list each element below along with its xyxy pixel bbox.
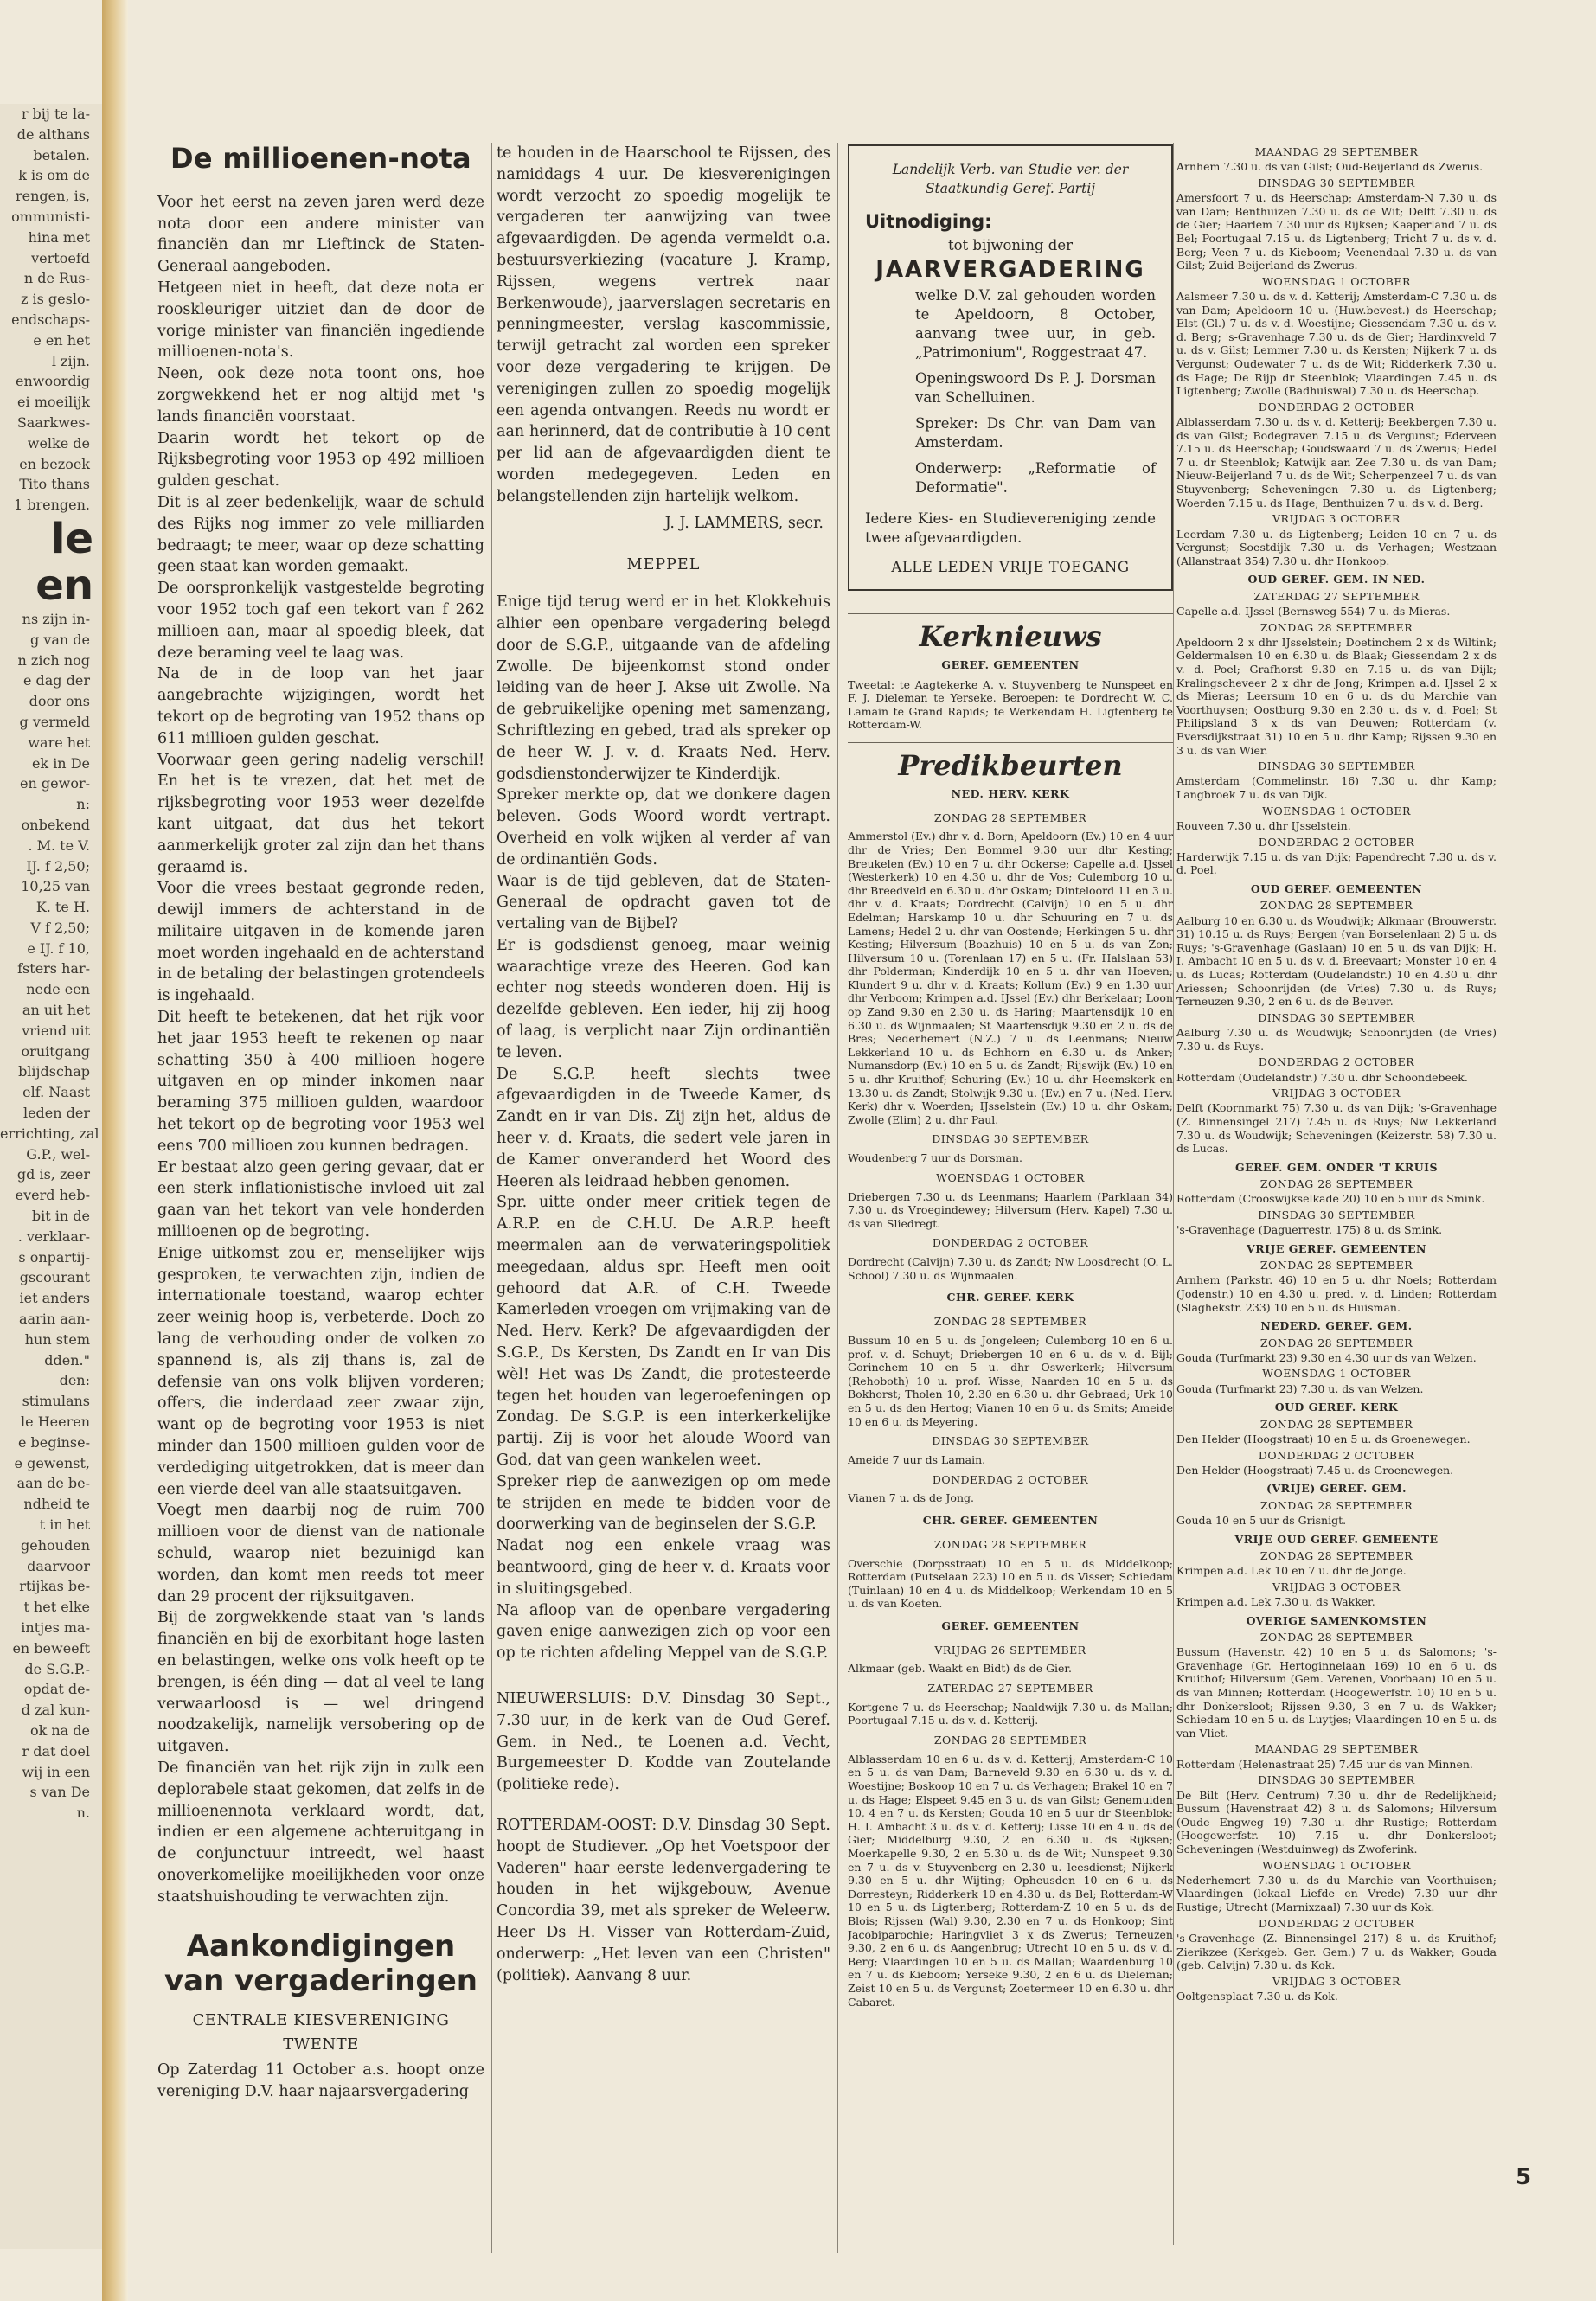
- service-date: DONDERDAG 2 OCTOBER: [1258, 1055, 1415, 1069]
- page-gutter: [102, 0, 128, 2301]
- service-date: ZONDAG 28 SEPTEMBER: [1259, 1177, 1413, 1191]
- article-paragraph: De financiën van het rijk zijn in zulk een deplorabele staat gekomen, dat zelfs in de millioenennota verklaard wordt, dat, indien er een algemene achteruitgang in de conjunctuur intreedt, wel haast onoverkomelijke moeilijkheden voor onze staatshuishouding te verwachten zijn.: [157, 1759, 484, 1906]
- service-listing: Alblasserdam 10 en 6 u. ds v. d. Ketterij; Amsterdam-C 10 en 5 u. ds van Dam; Barneveld 9.30 en 6.30 u. ds v. d. Woestijne; Boskoop 10 en 7 u. ds Verhagen; Brakel 10 en 7 u. ds Hage; Elspeet 9.45 en 3 u. ds van Gilst; Genemuiden 10, 4 en 7 u. ds Kersten; Gouda 10 en 5 uur dr Steenblok; H. I. Ambacht 3 u. ds v. d. Ketterij; Lisse 10 en 4 u. ds de Gier; Middelburg 9.30, 2 en 6.30 u. ds Rijksen; Moerkapelle 9.30, 2 en 5.30 u. ds de Wit; Nunspeet 9.30 en 7 u. ds v. Stuyvenberg en 2.30 u. leesdienst; Nijkerk 9.30 en 5 u. dhr Wijting; Opheusden 10 en 6 u. ds Dorresteyn; Ridderkerk 10 en 4.30 u. ds Bel; Rotterdam-W 10 en 5 u. ds Ligtenberg; Rotterdam-Z 10 en 5 u. ds de Blois; Rijssen (Wal) 9.30, 2.30 en 7 u. ds Honkoop; Sint Jacobiparochie; Haringvliet 3 x ds Zwerus; Terneuzen 9.30, 2 en 6 u. ds Aangenbrug; Utrecht 10 en 5 u. ds v. d. Berg; Vlaardingen 10 en 5 u. ds Mallan; Waardenburg 10 en 7 u. ds Kieboom; Yerseke 9.30, 2 en 6 u. ds Dieleman; Zeist 10 en 5 u. ds Vergunst; Zoetermeer 10 en 6.30 u. dhr Cabaret.: [848, 1752, 1173, 2009]
- denomination-heading: (VRIJE) GEREF. GEM.: [1266, 1482, 1407, 1496]
- fragment-line: g vermeld: [19, 713, 90, 730]
- service-block: [1176, 1319, 1497, 1364]
- article-paragraph: Er bestaat alzo geen gering gevaar, dat er een sterk inflationistische invloed uit zal gaan van het tekort van vele honderden millioenen op de begroting.: [157, 1158, 484, 1241]
- service-block: [1176, 573, 1497, 618]
- service-block: [1176, 1773, 1497, 1856]
- fragment-line: hun stem: [24, 1330, 90, 1348]
- service-date: ZATERDAG 27 SEPTEMBER: [1253, 589, 1420, 603]
- fragment-line: ware het: [28, 734, 90, 751]
- fragment-line: IJ. f 2,50;: [26, 857, 90, 875]
- box-invitation: Uitnodiging:: [865, 211, 992, 232]
- fragment-line: e dag der: [22, 672, 90, 689]
- service-listing: Gouda 10 en 5 uur ds Grisnigt.: [1176, 1514, 1347, 1528]
- service-listing: Rotterdam (Helenastraat 25) 7.45 uur ds van Minnen.: [1176, 1757, 1473, 1771]
- fragment-line: en gewor-: [20, 775, 90, 792]
- service-listing: Aalburg 10 en 6.30 u. ds Woudwijk; Alkmaar (Brouwerstr. 31) 10.15 u. ds Ruys; Bergen (van Borselenlaan 2) 5 u. ds Ruys; 's-Gravenhage (Gaslaan) 10 en 5 u. ds van Dijk; H. I. Ambacht 10 en 5 u. ds v. d. Breevaart; Monster 10 en 4 u. ds Lucas; Rotterdam (Oudelandstr.) 10 en 4.30 u. dhr Ariessen; Schoonrijden (de Vries) 7.30 u. ds Ruys; Terneuzen 9.30, 2 en 6 u. ds de Beuver.: [1176, 913, 1497, 1009]
- divider: [848, 742, 1173, 743]
- service-date: VRIJDAG 3 OCTOBER: [1272, 1086, 1401, 1100]
- column-4: [1176, 143, 1497, 2253]
- fragment-line: 1 brengen.: [13, 497, 90, 514]
- article-paragraph: Dit heeft te betekenen, dat het rijk voor het jaar 1953 heeft te rekenen op naar schatting 350 à 400 millioen hogere uitgaven en op minder inkomen naar beraming 375 millioen gulden, waardoor het tekort op de begroting voor 1953 wel eens 700 millioen zou kunnen bedragen.: [157, 1009, 484, 1155]
- fragment-line: onbekend: [21, 816, 90, 833]
- service-date: VRIJDAG 3 OCTOBER: [1272, 1580, 1401, 1593]
- service-listing: Den Helder (Hoogstraat) 10 en 5 u. ds Groenewegen.: [1176, 1432, 1471, 1445]
- fragment-line: intjes ma-: [21, 1618, 90, 1636]
- service-listing: Amsterdam (Commelinstr. 16) 7.30 u. dhr Kamp; Langbroek 7 u. ds van Dijk.: [1176, 774, 1497, 802]
- rotterdam-notice: ROTTERDAM-OOST: D.V. Dinsdag 30 Sept. hoopt de Studiever. „Op het Voetspoor der Vaderen" haar eerste ledenvergadering te houden in het wijkgebouw, Avenue Concordia 39, met als spreker de Weleerw. Heer Ds H. Visser van Rotterdam-Zuid, onderwerp: „Het leven van een Christen" (politiek). Aanvang 8 uur.: [497, 1816, 830, 1984]
- article-paragraph: Voor het eerst na zeven jaren werd deze nota door een andere minister van financiën dan mr Lieftinck de Staten-Generaal aangeboden.: [157, 193, 484, 276]
- kerknieuws-text: Tweetal: te Aagtekerke A. v. Stuyvenberg te Nunspeet en F. J. Dieleman te Yerseke. Beroepen: te Dordrecht W. C. Lamain te Grand Rapids; te Werkendam H. Ligtenberg te Rotterdam-W.: [848, 677, 1173, 732]
- box-tot: tot bijwoning der: [947, 237, 1073, 253]
- service-block: [848, 1678, 1173, 1727]
- article-paragraph: Bij de zorgwekkende staat van 's lands financiën en bij de exorbitant hoge lasten en belastingen, welke ons volk heeft op te brengen, is één ding — dat al veel te lang verwaarloosd is — wel dringend noodzakelijk, namelijk versobering op de uitgaven.: [157, 1609, 484, 1756]
- meppel-paragraph: Enige tijd terug werd er in het Klokkehuis alhier een openbare vergadering belegd door de S.G.P., uitgaande van de afdeling Zwolle. De bijeenkomst stond onder leiding van de heer J. Akse uit Zwolle. Na de gebruikelijke opening met samenzang, Schriftlezing en gebed, trad als spreker op de heer W. J. v. d. Kraats Ned. Herv. godsdienstonderwijzer te Kinderdijk.: [497, 593, 830, 783]
- service-block: [1176, 176, 1497, 272]
- box-iedere: Iedere Kies- en Studievereniging zende twee afgevaardigden.: [865, 510, 1156, 546]
- meppel-paragraph: Nadat nog een enkele vraag was beantwoord, ging de heer v. d. Kraats voor in sluitingsgebed.: [497, 1537, 830, 1598]
- service-listing: Gouda (Turfmarkt 23) 7.30 u. ds van Welzen.: [1176, 1381, 1424, 1395]
- fragment-line: e beginse-: [17, 1433, 90, 1451]
- column-rule: [491, 143, 492, 2253]
- fragment-line: Tito thans: [19, 476, 90, 493]
- service-block: [1176, 1208, 1497, 1237]
- service-block: [1176, 1367, 1497, 1395]
- service-date: ZONDAG 28 SEPTEMBER: [1259, 1630, 1413, 1644]
- fragment-line: gehouden: [21, 1536, 90, 1554]
- service-listing: Kortgene 7 u. ds Heerschap; Naaldwijk 7.30 u. ds Mallan; Poortugaal 7.15 u. ds v. d. Ketterij.: [848, 1700, 1173, 1727]
- service-listing: De Bilt (Herv. Centrum) 7.30 u. dhr de Redelijkheid; Bussum (Havenstraat 42) 8 u. ds Salomons; Hilversum (Oude Engweg 19) 7.30 u. dhr Rustige; Rotterdam (Hoogewerfstr. 10) 7.15 u. dhr Donkersloot; Scheveningen (Westduinweg) ds Zwoferink.: [1176, 1788, 1497, 1856]
- fragment-line: r bij te la-: [21, 106, 90, 122]
- service-date: VRIJDAG 3 OCTOBER: [1272, 1974, 1401, 1988]
- fragment-line: e gewenst,: [14, 1454, 90, 1471]
- meppel-paragraph: Waar is de tijd gebleven, dat de Staten-Generaal de opdracht gaven tot de vertaling van de Bijbel?: [497, 872, 830, 933]
- service-date: DINSDAG 30 SEPTEMBER: [1258, 1208, 1415, 1221]
- fragment-line: l zijn.: [51, 352, 90, 369]
- column-2: [497, 143, 830, 2262]
- service-listing: Krimpen a.d. Lek 7.30 u. ds Wakker.: [1176, 1595, 1375, 1609]
- fragment-line: d zal kun-: [21, 1702, 90, 1719]
- fragment-heading-line: en: [35, 561, 93, 610]
- service-date: ZONDAG 28 SEPTEMBER: [933, 1315, 1087, 1329]
- previous-page-fragment: [0, 104, 102, 2249]
- fragment-line: e en het: [33, 331, 90, 349]
- service-block: [848, 1730, 1173, 2009]
- box-opening: Openingswoord Ds P. J. Dorsman van Schelluinen.: [915, 370, 1156, 406]
- fragment-line: everd heb-: [15, 1187, 90, 1204]
- article-paragraph: Voorwaar geen gering nadelig verschil! En het is te vrezen, dat het met de rijksbegroting voor 1953 weer dezelfde kant uitgaat, dat dus het tekort aanmerkelijk groter zal zijn dan het thans geraamd is.: [157, 751, 484, 876]
- service-listing: Rotterdam (Crooswijkselkade 20) 10 en 5 uur ds Smink.: [1176, 1192, 1485, 1206]
- article-paragraph: Na de in de loop van het jaar aangebrachte wijzigingen, wordt het tekort op de begroting van 1952 thans op 611 millioen gulden geschat.: [157, 665, 484, 747]
- service-listing: Leerdam 7.30 u. ds Ligtenberg; Leiden 10 en 7 u. ds Vergunst; Soestdijk 7.30 u. ds Verhagen; Westzaan (Allanstraat 354) 7.30 u. dhr Honkoop.: [1176, 527, 1497, 567]
- fragment-line: opdat de-: [23, 1681, 90, 1698]
- fragment-line: betalen.: [33, 146, 90, 163]
- fragment-line: enwoordig: [16, 373, 90, 390]
- service-block: [1176, 760, 1497, 801]
- fragment-line: K. te H.: [35, 899, 90, 916]
- service-block: [1176, 1533, 1497, 1578]
- denomination-heading: OUD GEREF. GEM. IN NED.: [1247, 573, 1426, 586]
- service-date: ZONDAG 28 SEPTEMBER: [933, 811, 1087, 824]
- service-date: ZATERDAG 27 SEPTEMBER: [927, 1682, 1093, 1695]
- meppel-paragraph: Spreker merkte op, dat we donkere dagen beleven. Gods Woord wordt vertrapt. Overheid en volk wijken al verder af van de ordinantiën Gods.: [497, 786, 830, 868]
- box-organisation: Landelijk Verb. van Studie ver. der Staatkundig Geref. Partij: [892, 162, 1129, 196]
- fragment-line: errichting, zal: [0, 1125, 99, 1142]
- fragment-line: r dat doel: [22, 1742, 90, 1759]
- service-listing: Aalburg 7.30 u. ds Woudwijk; Schoonrijden (de Vries) 7.30 u. ds Ruys.: [1176, 1026, 1497, 1053]
- service-block: [1176, 401, 1497, 510]
- fragment-line: s van De: [29, 1784, 90, 1801]
- service-block: [1176, 145, 1497, 174]
- fragment-line: en beweeft: [12, 1639, 90, 1657]
- article-paragraph: Voegt men daarbij nog de ruim 700 millioen voor de dienst van de nationale schuld, waarop niet bezuinigd kan worden, dan komt men reeds tot meer dan 29 procent der rijksuitgaven.: [157, 1502, 484, 1606]
- denomination-heading: CHR. GEREF. KERK: [946, 1291, 1074, 1304]
- service-block: [1176, 1011, 1497, 1053]
- service-listing: Rouveen 7.30 u. dhr IJsselstein.: [1176, 818, 1351, 832]
- service-date: DINSDAG 30 SEPTEMBER: [932, 1434, 1089, 1448]
- service-listing: Delft (Koornmarkt 75) 7.30 u. ds van Dijk; 's-Gravenhage (Z. Binnensingel 217) 7.45 u. ds Ruys; Nw Lekkerland 7.30 u. ds Woudwijk; Scheveningen (Keizerstr. 58) 7.30 u. ds Lucas.: [1176, 1101, 1497, 1156]
- fragment-line: bit in de: [31, 1208, 90, 1225]
- column-rule: [837, 143, 838, 2253]
- service-block: [848, 1168, 1173, 1231]
- service-listing: Bussum 10 en 5 u. ds Jongeleen; Culemborg 10 en 6 u. prof. v. d. Schuyt; Driebergen 10 en 6 u. ds v. d. Bijl; Gorinchem 10 en 5 u. dhr Oswerkerk; Hilversum (Rehoboth) 10 u. prof. Wisse; Naarden 10 en 5 u. ds Bokhorst; Tholen 10, 2.30 en 6.30 u. dhr Gebraad; Urk 10 en 5 u. ds den Hertog; Vianen 10 en 6 u. ds Smits; Ameide 10 en 6 u. ds Meyering.: [848, 1333, 1173, 1428]
- fragment-line: ndheid te: [23, 1496, 90, 1513]
- service-listing: Arnhem (Parkstr. 46) 10 en 5 u. dhr Noels; Rotterdam (Jodenstr.) 10 en 4.30 u. pred. v. d. Linden; Rotterdam (Slaghekstr. 233) 10 en 5 u. ds Huisman.: [1176, 1273, 1497, 1314]
- fragment-line: stimulans: [22, 1393, 90, 1410]
- service-date: ZONDAG 28 SEPTEMBER: [933, 1734, 1087, 1747]
- denomination-heading: VRIJE OUD GEREF. GEMEENTE: [1234, 1532, 1439, 1546]
- service-block: [1176, 1242, 1497, 1314]
- service-listing: Gouda (Turfmarkt 23) 9.30 en 4.30 uur ds van Welzen.: [1176, 1350, 1477, 1364]
- fragment-line: g van de: [29, 631, 90, 648]
- service-listing: Rotterdam (Oudelandstr.) 7.30 u. dhr Schoondebeek.: [1176, 1070, 1468, 1084]
- meppel-report: [497, 592, 830, 1664]
- service-date: ZONDAG 28 SEPTEMBER: [1259, 620, 1413, 634]
- service-date: ZONDAG 28 SEPTEMBER: [1259, 1498, 1413, 1512]
- service-block: [1176, 1742, 1497, 1771]
- service-date: VRIJDAG 26 SEPTEMBER: [934, 1643, 1086, 1657]
- service-listing: Harderwijk 7.15 u. ds van Dijk; Papendrecht 7.30 u. ds v. d. Poel.: [1176, 849, 1497, 877]
- meppel-heading: MEPPEL: [626, 556, 701, 574]
- box-speaker: Spreker: Ds Chr. van Dam van Amsterdam.: [915, 415, 1156, 451]
- article-paragraph: Hetgeen niet in heeft, dat deze nota er rooskleuriger uitziet dan de door de vorige minister van financiën ingediende millioenen-nota's.: [157, 279, 484, 362]
- service-listing: Krimpen a.d. Lek 10 en 7 u. dhr de Jonge.: [1176, 1564, 1407, 1578]
- predikbeurten-list-continued: [1176, 145, 1497, 2003]
- service-date: DONDERDAG 2 OCTOBER: [1258, 1448, 1415, 1462]
- fragment-line: fsters har-: [17, 960, 90, 977]
- service-block: [1176, 1859, 1497, 1914]
- service-date: ZONDAG 28 SEPTEMBER: [1259, 1336, 1413, 1349]
- service-date: DONDERDAG 2 OCTOBER: [1258, 400, 1415, 413]
- service-listing: Woudenberg 7 uur ds Dorsman.: [848, 1151, 1023, 1165]
- article-body: [157, 192, 484, 1908]
- service-block: [1176, 1917, 1497, 1972]
- fragment-line: V f 2,50;: [30, 919, 90, 936]
- fragment-line: dden.": [44, 1351, 90, 1368]
- service-block: [848, 1616, 1173, 1676]
- fragment-line: aan de be-: [16, 1475, 90, 1492]
- fragment-line: s onpartij-: [18, 1248, 90, 1266]
- fragment-line: ei moeilijk: [17, 394, 90, 411]
- service-block: [848, 1233, 1173, 1282]
- service-block: [1176, 1161, 1497, 1206]
- fragment-line: elf. Naast: [22, 1084, 90, 1101]
- fragment-line: oruitgang: [21, 1042, 90, 1060]
- article-title: De millioenen-nota: [170, 143, 471, 175]
- service-listing: Den Helder (Hoogstraat) 7.45 u. ds Groenewegen.: [1176, 1463, 1454, 1477]
- fragment-line: nede een: [26, 981, 90, 998]
- fragment-line: n:: [76, 796, 90, 813]
- fragment-line: an uit het: [22, 1002, 90, 1019]
- fragment-line: k is om de: [18, 167, 90, 184]
- kerknieuws-heading: GEREF. GEMEENTEN: [941, 657, 1080, 671]
- signature: J. J. LAMMERS, secr.: [664, 514, 824, 532]
- service-date: DONDERDAG 2 OCTOBER: [1258, 835, 1415, 849]
- fragment-heading-line: le: [50, 514, 93, 563]
- fragment-line: ommunisti-: [11, 208, 90, 225]
- service-date: MAANDAG 29 SEPTEMBER: [1254, 1742, 1419, 1756]
- service-date: DINSDAG 30 SEPTEMBER: [1258, 760, 1415, 773]
- fragment-line: le Heeren: [21, 1413, 90, 1431]
- box-alle-leden: ALLE LEDEN VRIJE TOEGANG: [891, 559, 1130, 575]
- article-paragraph: Daarin wordt het tekort op de Rijksbegroting voor 1953 op 492 millioen gulden geschat.: [157, 429, 484, 490]
- denomination-heading: GEREF. GEMEENTEN: [941, 1618, 1080, 1632]
- announcement-continued: te houden in de Haarschool te Rijssen, des namiddags 4 uur. De kiesverenigingen wordt verzocht zo spoedig mogelijk te vergaderen ter aanwijzing van twee afgevaardigden. De agenda vermeldt o.a. bestuursverkiezing (vacature J. Kramp, Rijssen, wegens vertrek naar Berkenwoude), jaarverslagen secretaris en penningmeester, verslag kascommissie, terwijl getracht zal worden een spreker voor deze vergadering te krijgen. De verenigingen zullen zo spoedig mogelijk een agenda ontvangen. Reeds nu wordt er aan herinnerd, dat de contributie à 10 cent per lid aan de afgevaardigden dient te worden medegegeven. Leden en belangstellenden zijn hartelijk welkom.: [497, 144, 830, 505]
- fragment-line: n de Rus-: [23, 270, 90, 287]
- service-listing: Capelle a.d. IJssel (Bernsweg 554) 7 u. ds Mieras.: [1176, 604, 1451, 618]
- service-listing: Driebergen 7.30 u. ds Leenmans; Haarlem (Parklaan 34) 7.30 u. ds Vroegindewey; Hilversum (Herv. Kapel) 7.30 u. ds van Sliedregt.: [848, 1189, 1173, 1230]
- service-date: ZONDAG 28 SEPTEMBER: [933, 1537, 1087, 1551]
- service-date: ZONDAG 28 SEPTEMBER: [1259, 899, 1413, 913]
- service-listing: Dordrecht (Calvijn) 7.30 u. ds Zandt; Nw Loosdrecht (O. L. School) 7.30 u. ds Wijnmaalen.: [848, 1255, 1173, 1282]
- service-block: [1176, 804, 1497, 833]
- nieuwersluis-notice: NIEUWERSLUIS: D.V. Dinsdag 30 Sept., 7.30 uur, in de kerk van de Oud Geref. Gem. in Ned., te Loenen a.d. Vecht, Burgemeester D. Kodde van Zoutelande (politieke rede).: [497, 1689, 830, 1794]
- meppel-paragraph: Er is godsdienst genoeg, maar weinig waarachtige vreze des Heeren. God kan echter nog steeds wonderen doen. Hij is dezelfde gebleven. Een ieder, hij zij hoog of laag, is verplicht naar Zijn ordinantiën te leven.: [497, 936, 830, 1061]
- fragment-line: gscourant: [19, 1269, 90, 1286]
- fragment-line: ek in De: [31, 754, 90, 772]
- service-block: [1176, 882, 1497, 1009]
- fragment-line: z is geslo-: [20, 291, 90, 308]
- fragment-line: t het elke: [23, 1599, 90, 1616]
- denomination-heading: CHR. GEREF. GEMEENTEN: [922, 1513, 1099, 1527]
- fragment-line: de S.G.P.-: [24, 1660, 90, 1677]
- column-rule: [1173, 143, 1174, 2245]
- service-listing: Overschie (Dorpsstraat) 10 en 5 u. ds Middelkoop; Rotterdam (Putselaan 223) 10 en 5 u. ds Visser; Schiedam (Tuinlaan) 10 en 4 u. ds Middelkoop; Werkendam 10 en 5 u. ds van Koeten.: [848, 1556, 1173, 1611]
- fragment-line: rtijkas be-: [19, 1578, 90, 1595]
- article-paragraph: Dit is al zeer bedenkelijk, waar de schuld des Rijks nog immer zo vele milliarden bedraagt; te meer, waar op deze schatting geen staat kan worden gemaakt.: [157, 493, 484, 576]
- fragment-line: aarin aan-: [18, 1311, 90, 1328]
- service-listing: Alblasserdam 7.30 u. ds v. d. Ketterij; Beekbergen 7.30 u. ds van Gilst; Bodegraven 7.15 u. ds Vergunst; Ederveen 7.15 u. ds Heerschap; Goudswaard 7 u. ds Zwerus; Hedel 7 u. dr Steenblok; Katwijk aan Zee 7.30 u. ds van Dam; Nieuw-Beijerland 7 u. ds de Wit; Scherpenzeel 7 u. ds van Stuyvenberg; Scheveningen 7.30 u. ds Ligtenberg; Woerden 7.15 u. ds Hage; Benthuizen 7 u. ds v. d. Berg.: [1176, 415, 1497, 510]
- service-block: [848, 1470, 1173, 1505]
- denomination-heading: OVERIGE SAMENKOMSTEN: [1246, 1613, 1427, 1627]
- service-listing: Aalsmeer 7.30 u. ds v. d. Ketterij; Amsterdam-C 7.30 u. ds van Dam; Apeldoorn 10 u. (Huw.bevest.) ds Heerschap; Elst (Gl.) 7 u. ds v. d. Woestijne; Giessendam 7.30 u. ds v. d. Berg; 's-Gravenhage 7.30 u. ds de Gier; Hardinxveld 7 u. ds v. Gilst; Lemmer 7.30 u. ds Kersten; Nijkerk 7 u. ds Vergunst; Oudewater 7 u. ds de Wit; Ridderkerk 7.30 u. ds Hage; De Rijp dr Steenblok; Vlaardingen 7.45 u. ds Ligtenberg; Zwolle (Badhuiswal) 7.30 u. ds Heerschap.: [1176, 290, 1497, 398]
- article-paragraph: Voor die vrees bestaat gegronde reden, dewijl immers de achterstand in de militaire uitgaven in de komende jaren moet worden ingehaald en de achterstand in de betaling der belastingen grotendeels is ingehaald.: [157, 880, 484, 1005]
- meppel-paragraph: Spreker riep de aanwezigen op om mede te strijden en mede te bidden voor de doorwerking van de beginselen der S.G.P.: [497, 1472, 830, 1534]
- service-date: ZONDAG 28 SEPTEMBER: [1259, 1417, 1413, 1431]
- column-1: [157, 143, 484, 2262]
- denomination-heading: NEDERD. GEREF. GEM.: [1260, 1319, 1413, 1333]
- box-details: welke D.V. zal gehouden worden te Apeldoorn, 8 October, aanvang twee uur, in geb. „Patrimonium", Roggestraat 47.: [915, 287, 1156, 361]
- fragment-line: 10,25 van: [21, 878, 90, 895]
- service-date: MAANDAG 29 SEPTEMBER: [1254, 145, 1419, 158]
- service-block: [1176, 1580, 1497, 1609]
- service-block: [1176, 1086, 1497, 1156]
- article-paragraph: De oorspronkelijk vastgestelde begroting voor 1952 toch gaf een tekort van f 262 millioen aan, maar al spoedig bleek, dat deze beraming veel te laag was.: [157, 580, 484, 662]
- denomination-heading: OUD GEREF. KERK: [1274, 1400, 1399, 1414]
- service-block: [1176, 1482, 1497, 1527]
- service-block: [848, 1510, 1173, 1611]
- service-date: DONDERDAG 2 OCTOBER: [1258, 1916, 1415, 1930]
- meppel-paragraph: Na afloop van de openbare vergadering gaven enige aanwezigen zich op voor een op te richten afdeling Meppel van de S.G.P.: [497, 1601, 830, 1663]
- service-listing: Apeldoorn 2 x dhr IJsselstein; Doetinchem 2 x ds Wiltink; Geldermalsen 10 en 6.30 u. ds Blaak; Giessendam 2 x ds v. d. Poel; Grafhorst 9.30 en 7.15 u. ds van Dijk; Kralingscheveer 2 x dhr de Jong; Krimpen a.d. IJssel 2 x ds Mieras; Leersum 10 en 6 u. ds du Marchie van Voorthuysen; Oostburg 9.30 en 2.30 u. ds v. d. Poel; St Philipsland 3 x ds van Deuwen; Rotterdam (v. Eversdijkstraat 31) 10 en 5 u. dhr Kamp; Rijssen 9.30 en 3 u. ds van Wier.: [1176, 635, 1497, 757]
- article-paragraph: Enige uitkomst zou er, menselijker wijs gesproken, te verwachten zijn, indien de internationale toestand, waarop echter zeer weinig hoop is, verbeterde. Doch zo lang de verhouding onder de volken zo spannend is, als zij thans is, zal de defensie van ons volk blijven vorderen; offers, die inderdaad zeer zwaar zijn, want op de begroting voor 1953 is niet minder dan 1500 millioen gulden voor de verdediging uitgetrokken, dat is meer dan een vierde deel van alle staatsuitgaven.: [157, 1244, 484, 1498]
- box-subject: Onderwerp: „Reformatie of Deformatie".: [915, 460, 1156, 496]
- service-date: WOENSDAG 1 OCTOBER: [936, 1170, 1085, 1184]
- meppel-paragraph: Spr. uitte onder meer critiek tegen de A.R.P. en de C.H.U. De A.R.P. heeft meermalen aan de verwateringspolitiek meegedaan, aldus spr. Heeft men ooit gehoord dat A.R. of C.H. Tweede Kamerleden vroegen om vrijmaking van de Ned. Herv. Kerk? De afgevaardigden der S.G.P., Ds Kersten, Ds Zandt en Ir van Dis wèl! Het was Ds Zandt, die protesteerde tegen het houden van legeroefeningen op Zondag. De S.G.P. is een interkerkelijke partij. Zij is voor het aloude Woord van God, dat van geen wankelen weet.: [497, 1194, 830, 1470]
- fragment-line: wij in een: [22, 1763, 90, 1780]
- org-name: CENTRALE KIESVERENIGING: [192, 2010, 450, 2029]
- fragment-line: ok na de: [29, 1721, 90, 1739]
- service-block: [1176, 836, 1497, 877]
- fragment-line: blijdschap: [18, 1063, 90, 1080]
- fragment-line: ns zijn in-: [22, 610, 90, 627]
- service-block: [848, 1129, 1173, 1164]
- service-listing: Ammerstol (Ev.) dhr v. d. Born; Apeldoorn (Ev.) 10 en 4 uur dhr de Vries; Den Bommel 9.30 uur dhr Kesting; Breukelen (Ev.) 10 en 7 u. dhr Ockerse; Capelle a.d. IJssel (Westerkerk) 10 en 4.30 u. dhr de Vos; Culemborg 10 u. dhr Breedveld en 6.30 u. dhr Oskam; Dinteloord 11 en 3 u. dhr v. d. Kraats; Dordrecht (Calvijn) 10 en 5 u. dhr Edelman; Harskamp 10 u. dhr Schuuring en 7 u. ds Lamens; Hedel 2 u. dhr van Oostende; Herkingen 5 u. dhr Kesting; Hilversum (Boazhuis) 10 en 5 u. ds van Zon; Hilversum 10 u. (Torenlaan 17) en 5 u. (Fr. Halslaan 53) dhr Polderman; Kinderdijk 10 en 5 u. dhr van Hoeven; Klundert 9 u. dhr v. d. Kraats; Kollum (Ev.) 9 en 1.30 uur dhr Verboom; Krimpen a.d. IJssel (Ev.) dhr Berkelaar; Loon op Zand 9.30 en 2.30 u. ds Haring; Maartensdijk 10 en 6.30 u. ds Wijnmaalen; St Maartensdijk 9.30 en 2 u. ds de Bres; Nederhemert (N.Z.) 7 u. ds Leenmans; Nieuw Lekkerland 10 u. ds Echhorn en 6.30 u. ds Anker; Numansdorp (Ev.) 10 en 5 u. ds Zandt; Rijswijk (Ev.) 10 en 5 u. dhr Kruithof; Schuring (Ev.) 10 u. dhr Heemskerk en 13.30 u. ds Zandt; Stolwijk 9.30 u. (Ev.) en 7 u. (Ned. Herv. Kerk) dhr v. Woerden; IJsselstein (Ev.) 10 u. dhr Oskam; Zwolle (Elim) 2 u. dhr Paul.: [848, 830, 1173, 1126]
- fragment-line: leden der: [22, 1105, 90, 1122]
- fragment-line: . M. te V.: [28, 836, 90, 854]
- fragment-line: den:: [59, 1372, 90, 1389]
- fragment-line: endschaps-: [11, 311, 90, 328]
- service-date: DINSDAG 30 SEPTEMBER: [1258, 1773, 1415, 1787]
- fragment-line: hina met: [28, 228, 90, 246]
- fragment-line: n zich nog: [17, 651, 90, 669]
- service-date: DINSDAG 30 SEPTEMBER: [1258, 176, 1415, 189]
- service-block: [1176, 1975, 1497, 2003]
- service-date: DINSDAG 30 SEPTEMBER: [1258, 1010, 1415, 1024]
- page-number: 5: [1516, 2164, 1532, 2190]
- service-listing: Amersfoort 7 u. ds Heerschap; Amsterdam-N 7.30 u. ds van Dam; Benthuizen 7.30 u. ds de Wit; Delft 7.30 u. ds de Gier; Haarlem 7.30 uur ds Rijksen; Kaaperland 7 u. ds Bel; Poortugaal 7.15 u. ds Ligtenberg; Tricht 7 u. ds v. d. Berg; Veen 7 u. ds Kieboom; Veenendaal 7.30 u. ds van Gilst; Zuid-Beijerland ds Zwerus.: [1176, 191, 1497, 272]
- predikbeurten-list: [848, 784, 1173, 2009]
- fragment-line: rengen, is,: [15, 188, 90, 205]
- fragment-line: door ons: [29, 693, 90, 710]
- fragment-line: t in het: [39, 1516, 90, 1533]
- box-jaarvergadering: JAARVERGADERING: [875, 257, 1145, 283]
- denomination-heading: VRIJE GEREF. GEMEENTEN: [1247, 1241, 1426, 1255]
- service-listing: Ameide 7 uur ds Lamain.: [848, 1452, 986, 1466]
- service-date: WOENSDAG 1 OCTOBER: [1262, 1858, 1411, 1872]
- divider: [848, 613, 1173, 614]
- service-listing: Arnhem 7.30 u. ds van Gilst; Oud-Beijerland ds Zwerus.: [1176, 160, 1484, 174]
- service-date: ZONDAG 28 SEPTEMBER: [1259, 1259, 1413, 1272]
- service-listing: Bussum (Havenstr. 42) 10 en 5 u. ds Salomons; 's-Gravenhage (Gr. Hertoginnelaan 169) 10 en 6 u. ds Kruithof; Hilversum (Gem. Verenen, Voorbaan) 10 en 5 u. ds van Minnen; Rotterdam (Hoogewerfstr. 10) 10 en 5 u. dhr Donkersloot; Rijssen 9.30, 3 en 7 u. ds Wakker; Schiedam 10 en 5 u. ds Luytjes; Vlaardingen 10 en 5 u. ds van Vliet.: [1176, 1645, 1497, 1740]
- fragment-line: en bezoek: [19, 455, 90, 472]
- fragment-line: vriend uit: [22, 1022, 90, 1039]
- fragment-line: de althans: [16, 125, 90, 143]
- denomination-heading: NED. HERV. KERK: [951, 786, 1070, 800]
- jaarvergadering-box: [848, 144, 1173, 591]
- service-date: WOENSDAG 1 OCTOBER: [1262, 274, 1411, 288]
- service-listing: 's-Gravenhage (Daguerrestr. 175) 8 u. ds Smink.: [1176, 1223, 1443, 1237]
- service-block: [1176, 275, 1497, 398]
- article-paragraph: Neen, ook deze nota toont ons, hoe zorgwekkend het er nog altijd met 's lands financiën voorstaat.: [157, 365, 484, 426]
- service-listing: Alkmaar (geb. Waakt en Bidt) ds de Gier.: [848, 1662, 1072, 1676]
- service-date: WOENSDAG 1 OCTOBER: [1262, 804, 1411, 817]
- service-listing: Nederhemert 7.30 u. ds du Marchie van Voorthuisen; Vlaardingen (lokaal Liefde en Vrede) 7.30 uur dhr Rustige; Utrecht (Marnixzaal) 7.30 uur ds Kok.: [1176, 1873, 1497, 1914]
- column-3: [848, 143, 1173, 2253]
- kerknieuws-title: Kerknieuws: [919, 620, 1102, 653]
- fragment-line: . verklaar-: [17, 1227, 90, 1245]
- service-block: [1176, 512, 1497, 567]
- service-block: [1176, 1055, 1497, 1084]
- service-date: VRIJDAG 3 OCTOBER: [1272, 512, 1401, 526]
- service-block: [848, 1287, 1173, 1428]
- fragment-line: welke de: [27, 434, 90, 452]
- fragment-line: iet anders: [19, 1290, 90, 1307]
- service-date: DINSDAG 30 SEPTEMBER: [932, 1132, 1089, 1146]
- service-date: WOENSDAG 1 OCTOBER: [1262, 1367, 1411, 1381]
- service-block: [1176, 1614, 1497, 1740]
- section-title-aankondigingen: Aankondigingen van vergaderingen: [163, 1928, 478, 1998]
- service-listing: Vianen 7 u. ds de Jong.: [848, 1491, 974, 1505]
- service-date: DONDERDAG 2 OCTOBER: [932, 1472, 1089, 1486]
- fragment-line: e IJ. f 10,: [27, 939, 90, 957]
- predikbeurten-title: Predikbeurten: [898, 748, 1123, 782]
- service-block: [1176, 1449, 1497, 1477]
- fragment-line: n.: [76, 1804, 90, 1822]
- service-listing: 's-Gravenhage (Z. Binnensingel 217) 8 u. ds Kruithof; Zierikzee (Kerkgeb. Ger. Gem.) 7 u. ds Wakker; Gouda (geb. Calvijn) 7.30 u. ds Kok.: [1176, 1931, 1497, 1972]
- service-block: [1176, 1400, 1497, 1445]
- fragment-line: Saarkwes-: [16, 413, 90, 431]
- service-block: [848, 1431, 1173, 1466]
- denomination-heading: OUD GEREF. GEMEENTEN: [1250, 882, 1423, 896]
- service-date: ZONDAG 28 SEPTEMBER: [1259, 1548, 1413, 1562]
- service-date: DONDERDAG 2 OCTOBER: [932, 1236, 1089, 1250]
- announcement-text: Op Zaterdag 11 October a.s. hoopt onze vereniging D.V. haar najaarsvergadering: [157, 2061, 484, 2100]
- service-block: [1176, 621, 1497, 758]
- fragment-line: daarvoor: [27, 1557, 90, 1574]
- fragment-heading: [0, 516, 102, 609]
- fragment-line: gd is, zeer: [16, 1166, 90, 1183]
- org-place: TWENTE: [283, 2035, 359, 2054]
- denomination-heading: GEREF. GEM. ONDER 'T KRUIS: [1234, 1160, 1439, 1174]
- service-block: [848, 784, 1173, 1127]
- fragment-line: G.P., wel-: [26, 1145, 90, 1163]
- service-listing: Ooltgensplaat 7.30 u. ds Kok.: [1176, 1990, 1338, 2003]
- fragment-line: vertoefd: [31, 249, 90, 266]
- meppel-paragraph: De S.G.P. heeft slechts twee afgevaardigden in de Tweede Kamer, ds Zandt en ir van Dis. Zij zijn het, aldus de heer v. d. Kraats, die sedert vele jaren in de Kamer onveranderd het Woord des Heeren als leidraad hebben genomen.: [497, 1065, 830, 1190]
